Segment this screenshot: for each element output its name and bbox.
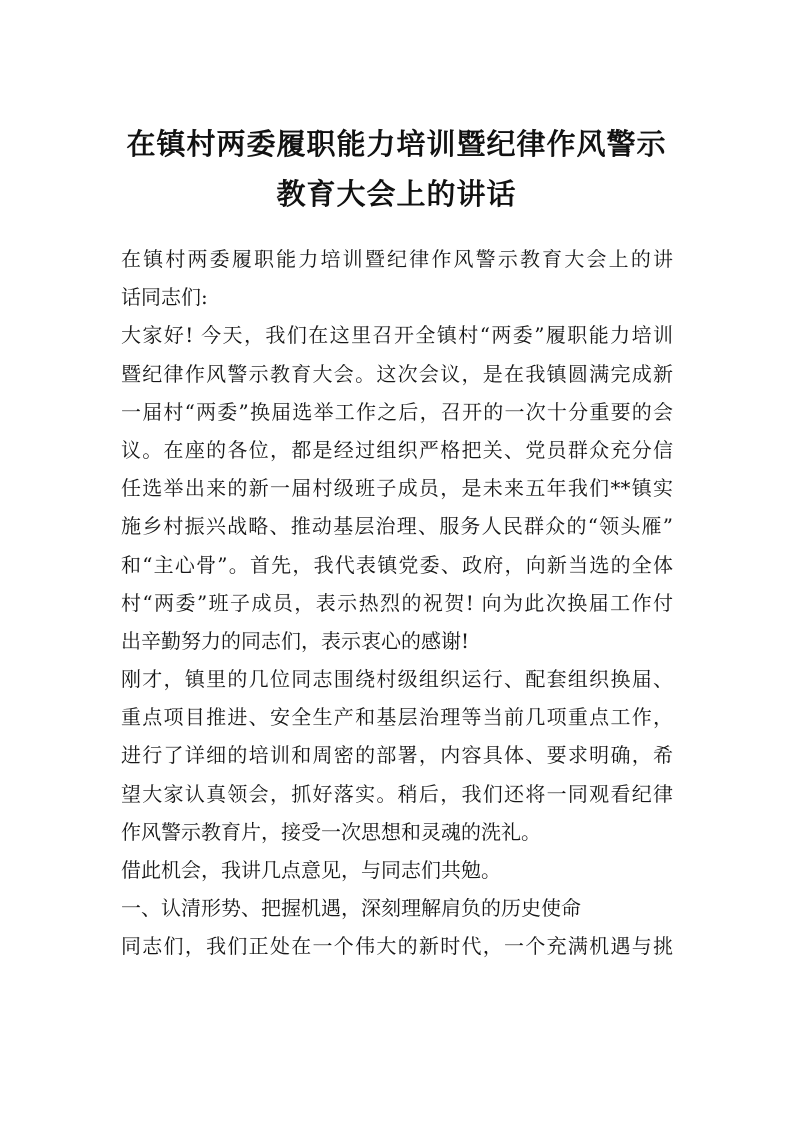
body-text-line: 一、认清形势、把握机遇，深刻理解肩负的历史使命 [121,896,581,921]
body-text-line: 重点项目推进、安全生产和基层治理等当前几项重点工作， [121,705,673,730]
body-text-line: 望大家认真领会，抓好落实。稍后，我们还将一同观看纪律 [121,781,673,806]
body-text-line: 议。在座的各位，都是经过组织严格把关、党员群众充分信 [121,437,673,462]
body-text-line: 任选举出来的新一届村级班子成员，是未来五年我们**镇实 [121,476,673,501]
body-text-line: 出辛勤努力的同志们，表示衷心的感谢! [121,628,470,653]
body-text-line: 暨纪律作风警示教育大会。这次会议，是在我镇圆满完成新 [121,361,673,386]
body-text-line: 刚才，镇里的几位同志围绕村级组织运行、配套组织换届、 [121,667,673,692]
body-text-line: 作风警示教育片，接受一次思想和灵魂的洗礼。 [121,819,541,844]
body-text-line: 大家好! 今天，我们在这里召开全镇村“两委”履职能力培训 [121,323,673,348]
document-title-line-2: 教育大会上的讲话 [276,177,517,211]
body-text-line: 村“两委”班子成员，表示热烈的祝贺! 向为此次换届工作付 [121,590,673,615]
body-text-line: 话同志们: [121,285,208,310]
body-text-line: 同志们，我们正处在一个伟大的新时代，一个充满机遇与挑 [121,934,673,959]
body-text-line: 进行了详细的培训和周密的部署，内容具体、要求明确，希 [121,743,673,768]
document-body [121,240,673,966]
body-text-line: 在镇村两委履职能力培训暨纪律作风警示教育大会上的讲 [121,247,673,271]
body-text-line: 借此机会，我讲几点意见，与同志们共勉。 [121,858,501,882]
body-text-line: 施乡村振兴战略、推动基层治理、服务人民群众的“领头雁” [121,514,673,539]
body-text-line: 一届村“两委”换届选举工作之后，召开的一次十分重要的会 [121,399,673,424]
body-text-line: 和“主心骨”。首先，我代表镇党委、政府，向新当选的全体 [121,552,673,577]
document-title-line-1: 在镇村两委履职能力培训暨纪律作风警示 [126,127,667,161]
